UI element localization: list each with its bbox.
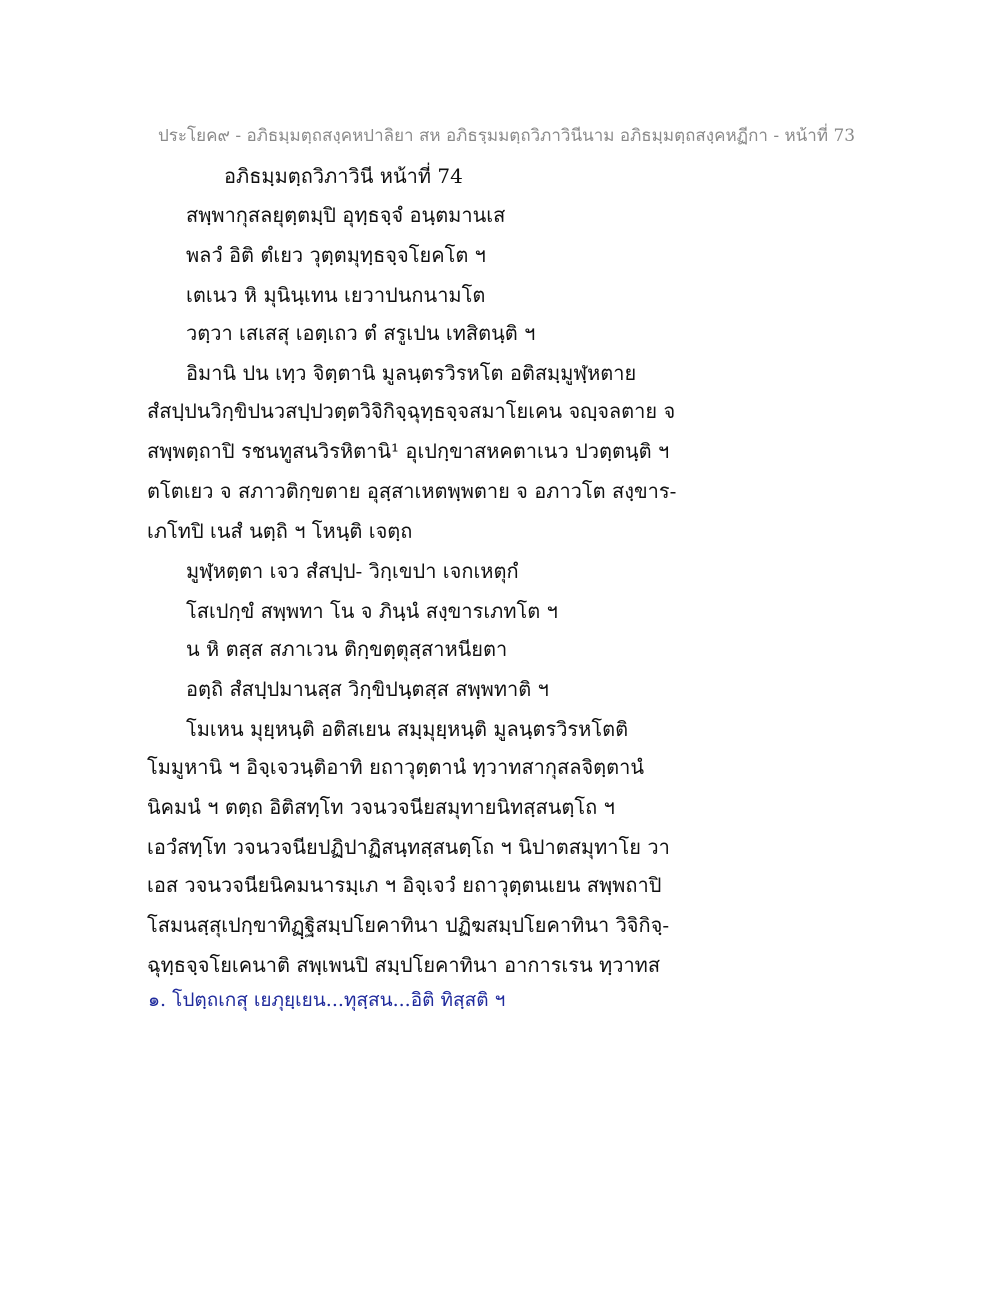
prose-line: โมเหน มุยฺหนฺติ อติสเยน สมฺมุยฺหนฺติ มูลนฺตรวิรหโตติ (186, 717, 629, 741)
verse-line: มูฬฺหตฺตา เจว สํสปฺป- วิกฺเขปา เจกเหตุกํ (186, 559, 519, 583)
prose-line: โสมนสฺสุเปกฺขาทิฏฺฐิสมฺปโยคาทินา ปฏิฆสมฺปโยคาทินา วิจิกิจฺ- (147, 913, 670, 937)
prose-line: เอส วจนวจนียนิคมนารมฺเภ ฯ อิจฺเจวํ ยถาวุตฺตนเยน สพฺพถาปิ (147, 873, 662, 897)
verse-line: น หิ ตสฺส สภาเวน ติกฺขตฺตุสฺสาหนียตา (186, 637, 508, 661)
prose-line: เภโทปิ เนสํ นตฺถิ ฯ โหนฺติ เจตฺถ (147, 519, 413, 543)
prose-line: สพฺพตฺถาปิ รชนทูสนวิรหิตานิ¹ อุเปกฺขาสหคตาเนว ปวตฺตนฺติ ฯ (147, 439, 670, 463)
prose-line: อิมานิ ปน เทฺว จิตฺตานิ มูลนฺตรวิรหโต อติสมฺมูฬฺหตาย (186, 361, 637, 385)
verse-line: โสเปกฺขํ สพฺพทา โน จ ภินฺนํ สงฺขารเภทโต ฯ (186, 599, 558, 623)
prose-line: นิคมนํ ฯ ตตฺถ อิติสทฺโท วจนวจนียสมุทายนิทสฺสนตฺโถ ฯ (147, 795, 615, 819)
page-heading: อภิธมฺมตฺถวิภาวินี หน้าที่ 74 (224, 164, 463, 188)
verse-line: อตฺถิ สํสปฺปมานสฺส วิกฺขิปนฺตสฺส สพฺพทาติ ฯ (186, 677, 549, 701)
verse-line: สพฺพากุสลยุตฺตมฺปิ อุทฺธจฺจํ อนฺตมานเส (186, 203, 506, 227)
verse-line: วตฺวา เสเสสุ เอตฺเถว ตํ สรูเปน เทสิตนฺติ ฯ (186, 321, 536, 345)
prose-line: เอวํสทฺโท วจนวจนียปฏิปาฏิสนฺทสฺสนตฺโถ ฯ นิปาตสมุทาโย วา (147, 835, 670, 859)
verse-line: เตเนว หิ มุนินฺเทน เยวาปนกนามโต (186, 283, 486, 307)
prose-line: โมมูหานิ ฯ อิจฺเจวนฺติอาทิ ยถาวุตฺตานํ ทฺวาทสากุสลจิตฺตานํ (147, 755, 645, 779)
prose-line: ฉุทฺธจฺจโยเคนาติ สพฺเพนปิ สมฺปโยคาทินา อาการเรน ทฺวาทส (147, 953, 661, 977)
prose-line: ตโตเยว จ สภาวติกฺขตาย อุสฺสาเหตพฺพตาย จ อภาวโต สงฺขาร- (147, 479, 677, 503)
prose-line: สํสปฺปนวิกฺขิปนวสปฺปวตฺตวิจิกิจฺฉุทฺธจฺจสมาโยเคน จญฺจลตาย จ (147, 399, 676, 423)
footnote: ๑. โปตฺถเกสุ เยภุยฺเยน...ทุสฺสน...อิติ ทิสฺสติ ฯ (148, 989, 506, 1011)
verse-line: พลวํ อิติ ตํเยว วุตฺตมุทฺธจฺจโยคโต ฯ (186, 243, 486, 267)
running-header: ประโยค๙ - อภิธมฺมตฺถสงฺคหปาลิยา สห อภิธรฺมมตฺถวิภาวินีนาม อภิธมฺมตฺถสงฺคหฏีกา - หน้าที่ 73 (158, 126, 856, 146)
